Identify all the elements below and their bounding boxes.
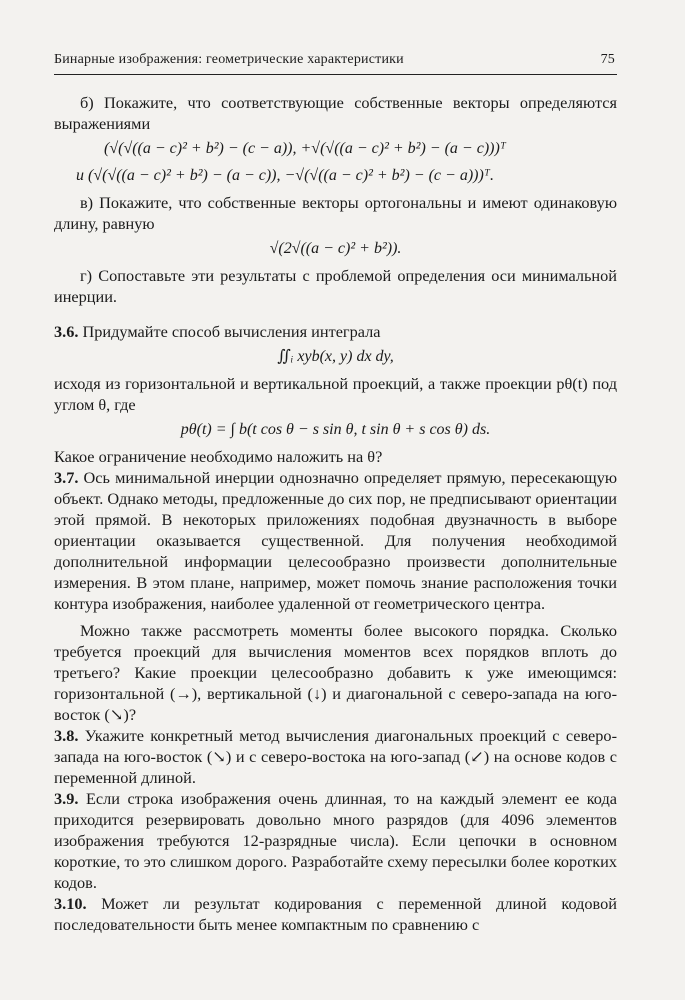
exercise-text: Укажите конкретный метод вычисления диагональных проекций с северо-запада на юго-восток (↘) и с северо-востока на юго-запад (↙) на основе кодов с переменной длиной. — [54, 726, 617, 787]
exercise-text: Ось минимальной инерции однозначно определяет прямую, пересекающую объект. Однако методы, предложенные до сих пор, не предписывают ориентации этой прямой. В некоторых приложениях подобная двузначность в выборе ориентации оказывается существенной. Для получения необходимой дополнительной информации целесообразно произвести дополнительные измерения. В этом плане, например, может помочь знание расположения точки контура изображения, наиболее удаленной от геометрического центра. — [54, 468, 618, 613]
exercise-number: 3.8. — [54, 726, 79, 745]
header-rule — [54, 74, 617, 75]
exercise-number: 3.7. — [54, 468, 79, 487]
exercise-number: 3.6. — [54, 322, 79, 341]
page-number: 75 — [600, 52, 615, 67]
exercise-3-8 — [54, 725, 617, 788]
exercise-text: Придумайте способ вычисления интеграла — [82, 322, 381, 341]
exercise-number: 3.9. — [54, 789, 79, 808]
exercise-3-7 — [54, 467, 617, 614]
exercise-number: 3.10. — [54, 894, 87, 913]
exercise-3-7-continued: Можно также рассмотреть моменты более высокого порядка. Сколько требуется проекций для вычисления моментов всех порядков вплоть до третьего? Какие проекции целесообразно добавить к уже имеющимся: горизонтальной (→), вертикальной (↓) и диагональной с северо-запада на юго-восток (↘)? — [54, 621, 617, 724]
equation-v: √(2√((a − c)² + b²)). — [269, 240, 402, 257]
equation-3-6-integral: ∬ᵢ xyb(x, y) dx dy, — [277, 348, 394, 365]
exercise-3-9 — [54, 788, 617, 893]
exercise-3-6 — [54, 321, 617, 342]
equation-b1: (√(√((a − c)² + b²) − (c − a)), +√(√((a − c)² + b²) − (a − c)))ᵀ — [104, 140, 506, 157]
chapter-title: Бинарные изображения: геометрические характеристики — [54, 52, 404, 67]
paragraph-v: в) Покажите, что собственные векторы ортогональны и имеют одинаковую длину, равную — [54, 193, 617, 233]
exercise-3-10 — [54, 893, 617, 935]
paragraph-b: б) Покажите, что соответствующие собственные векторы определяются выражениями — [54, 93, 617, 133]
exercise-text: Если строка изображения очень длинная, то на каждый элемент ее кода приходится резервировать довольно много разрядов (для 4096 элементов изображения требуются 12-разрядные числа). Если цепочки в основном короткие, то это слишком дорого. Разработайте схему пересылки более коротких кодов. — [54, 789, 617, 892]
exercise-3-6-continued: исходя из горизонтальной и вертикальной проекций, а также проекции pθ(t) под углом θ, где — [54, 374, 617, 414]
exercise-3-6-question: Какое ограничение необходимо наложить на θ? — [54, 447, 383, 466]
equation-3-6-projection: pθ(t) = ∫ b(t cos θ − s sin θ, t sin θ + s cos θ) ds. — [180, 421, 491, 438]
paragraph-g: г) Сопоставьте эти результаты с проблемой определения оси минимальной инерции. — [54, 266, 617, 306]
page-body — [54, 92, 617, 935]
equation-b2: и (√(√((a − c)² + b²) − (a − c)), −√(√((a − c)² + b²) − (c − a)))ᵀ. — [76, 167, 494, 184]
book-page — [54, 0, 617, 1000]
exercise-text: Может ли результат кодирования с переменной длиной кодовой последовательности быть менее компактным по сравнению с — [54, 894, 617, 934]
